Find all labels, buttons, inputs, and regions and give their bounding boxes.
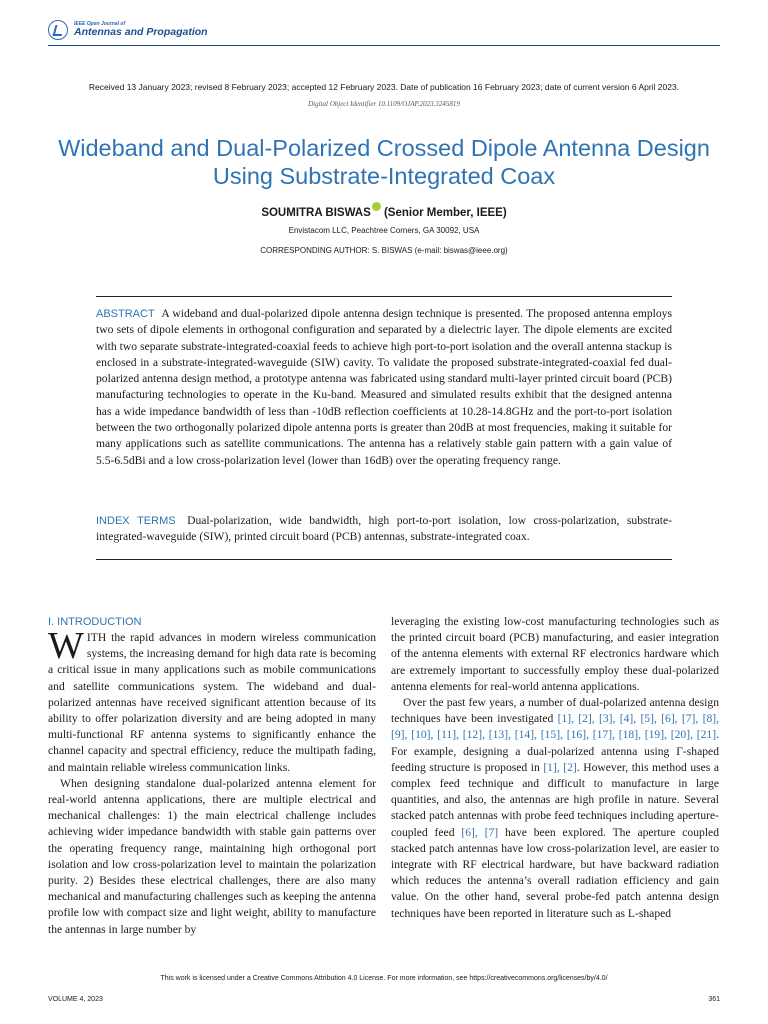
index-terms: [96, 513, 672, 546]
p4-text-b: . For example, designing a dual-polarized antenna using Γ-shaped feeding structure is proposed in: [391, 728, 719, 774]
orcid-icon[interactable]: [372, 202, 381, 211]
index-terms-text: Dual-polarization, wide bandwidth, high port-to-port isolation, low cross-polarization, substrate-integrated-waveguide (SIW), printed circuit board (PCB) antennas, substrate-integrated coax.: [96, 514, 672, 544]
citation-link-group-3[interactable]: [6], [7]: [461, 825, 499, 839]
journal-title-block: [74, 22, 208, 38]
received-dates: Received 13 January 2023; revised 8 February 2023; accepted 12 February 2023. Date of publication 16 February 2023; date of current version 6 April 2023.: [88, 82, 680, 92]
header-divider: [48, 45, 720, 46]
author-name: SOUMITRA BISWAS: [261, 206, 371, 219]
left-column: [48, 614, 376, 938]
abstract-bottom-divider: [96, 559, 672, 560]
footer-page-number: 361: [708, 996, 720, 1003]
ieee-ojap-logo-icon: [48, 20, 68, 40]
intro-paragraph-1: [48, 625, 376, 776]
paper-title: Wideband and Dual-Polarized Crossed Dipole Antenna Design Using Substrate-Integrated Coax: [58, 135, 710, 189]
license-notice: This work is licensed under a Creative Commons Attribution 4.0 License. For more information, see https://creativecommons.org/licenses/by/4.0/: [160, 975, 608, 982]
index-terms-label: INDEX TERMS: [96, 515, 176, 527]
journal-subtitle: IEEE Open Journal of: [74, 21, 126, 28]
drop-cap: W: [48, 625, 84, 667]
abstract: [96, 306, 672, 469]
affiliation: Envistacom LLC, Peachtree Corners, GA 30092, USA: [288, 226, 480, 235]
corresponding-author: CORRESPONDING AUTHOR: S. BISWAS (e-mail: biswas@ieee.org): [260, 246, 508, 255]
journal-header: [48, 20, 208, 40]
intro-paragraph-1-text: ITH the rapid advances in modern wireless communication systems, the increasing demand for high data rate is becoming a critical issue in many applications such as mobile communications and satellite communications system. The wideband and dual-polarized antennas have received significant attention because of its ability to offer polarization diversity and are being adopted in many multi-functional RF antenna systems to significantly enhance the channel capacity and spectral efficiency, reduce the multipath fading, and maintain reliable wireless communication links.: [48, 631, 376, 774]
intro-paragraph-4: [391, 695, 719, 922]
right-column: [391, 614, 719, 922]
journal-name: Antennas and Propagation: [74, 26, 208, 39]
section-heading-introduction: I. INTRODUCTION: [48, 616, 142, 628]
intro-paragraph-3: leveraging the existing low-cost manufacturing technologies such as the printed circuit board (PCB) manufacturing, and easier integration of the antenna elements with external RF electronics hardware which are extremely important to successfully employ these dual-polarized antenna elements for real-world antenna applications.: [391, 615, 719, 693]
author-line: [0, 202, 768, 219]
doi-line: Digital Object Identifier 10.1109/OJAP.2023.3245819: [308, 100, 460, 108]
abstract-top-divider: [96, 296, 672, 297]
footer-volume: VOLUME 4, 2023: [48, 996, 103, 1003]
citation-link-group-2[interactable]: [1], [2]: [543, 760, 577, 774]
p4-text-a: Over the past few years, a number of dual-polarized antenna design techniques have been investigated: [391, 696, 719, 726]
author-membership: (Senior Member, IEEE): [380, 206, 507, 219]
citation-link-group-1[interactable]: [1], [2], [3], [4], [5], [6], [7], [8], [9], [10], [11], [12], [13], [14], [15], [16], [17], [18], [19], [20], [21]: [391, 712, 720, 742]
p4-text-c: . However, this method uses a complex feed technique and difficult to manufacture in large quantities, and also, the antennas are high profile in nature. Several stacked patch antennas with probe feed techniques including aperture-coupled feed: [391, 760, 719, 839]
abstract-text: A wideband and dual-polarized dipole antenna design technique is presented. The proposed antenna employs two sets of dipole elements in orthogonal configuration and separated by a dielectric layer. The dipole elements are excited with two separate substrate-integrated-coaxial feeds to achieve high port-to-port isolation and the overall antenna stackup is enclosed in a substrate-integrated-waveguide (SIW) cavity. To validate the proposed substrate-integrated-coaxial fed dual-polarized antenna design method, a prototype antenna was fabricated using standard multi-layer printed circuit board (PCB) manufacturing technologies to operate in the Ku-band. Measured and simulated results exhibit that the designed antenna has a wide impedance bandwidth of less than -10dB reflection coefficients at 10.28-14.8GHz and the port-to-port isolation between the two orthogonally polarized dipole antenna ports is greater than 20dB at most frequencies, making it suitable for many applications such as satellite communications. The antenna has a relatively stable gain pattern with a gain value of 5.5-6.5dBi and a low cross-polarization level (lower than 16dB) over the operating frequency range.: [96, 307, 672, 467]
p4-text-d: have been explored. The aperture coupled stacked patch antennas have low cross-polarization level, are easier to integrate with RF electrical hardware, but have backward radiation which reduces the antenna’s overall radiation efficiency and gain value. On the other hand, several probe-fed patch antenna design techniques have been reported in literature such as L-shaped: [391, 825, 719, 920]
abstract-label: ABSTRACT: [96, 308, 155, 320]
intro-paragraph-2: When designing standalone dual-polarized antenna element for real-world antenna applications, there are multiple electrical and mechanical challenges: 1) the main electrical challenge includes achieving wider impedance bandwidth with stable gain patterns over the operating frequency range, maintaining high orthogonal port isolation and low cross-polarization level to maintain the polarization purity. 2) Besides these electrical challenges, there are also many mechanical and manufacturing challenges such as keeping the antenna profile low with compact size and light weight, ability to manufacture the antennas in large number by: [48, 776, 376, 936]
